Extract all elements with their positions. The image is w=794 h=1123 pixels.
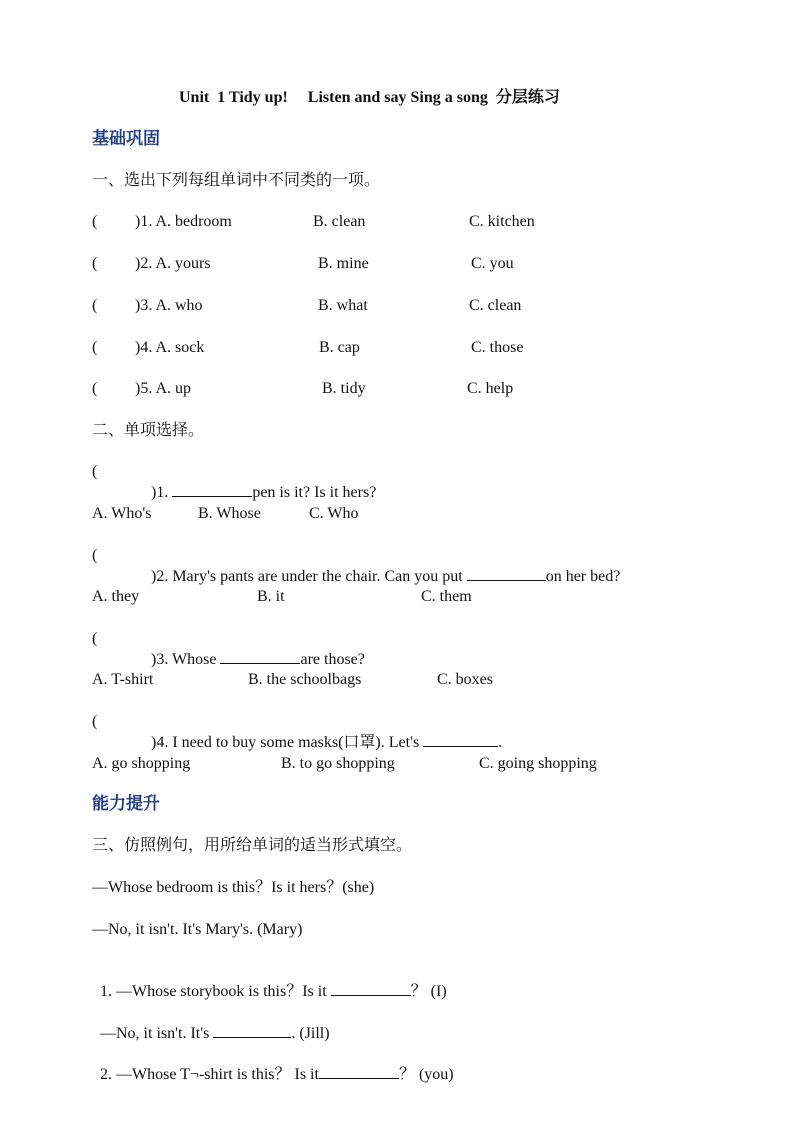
page-title: Unit 1 Tidy up! Listen and say Sing a song 分层练习 (179, 89, 560, 106)
option-c: C. kitchen (469, 213, 535, 230)
section-basic: 基础巩固 (92, 129, 160, 148)
answer-paren[interactable]: ( (92, 297, 98, 314)
part3-heading: 三、仿照例句，用所给单词的适当形式填空。 (92, 837, 413, 854)
option-c: C. help (467, 380, 514, 397)
option-b: B. to go shopping (281, 755, 395, 772)
option-c: C. clean (469, 297, 522, 314)
option-b: B. cap (319, 339, 360, 356)
section-advanced: 能力提升 (92, 794, 160, 813)
question-text-post: . (Jill) (291, 1025, 330, 1042)
option-a: )1. A. bedroom (135, 213, 232, 230)
answer-paren[interactable]: ( (92, 630, 98, 647)
option-c: C. those (471, 339, 524, 356)
part3-question-1 (92, 961, 447, 1002)
option-a: A. T-shirt (92, 671, 154, 688)
option-a: )2. A. yours (135, 255, 211, 272)
part3-question-2 (92, 1044, 454, 1085)
question-text-pre: )3. Whose (151, 651, 221, 668)
answer-paren[interactable]: ( (92, 255, 98, 272)
answer-paren[interactable]: ( (92, 713, 98, 730)
question-text-pre: 2. —Whose T¬-shirt is this？ Is it (100, 1066, 319, 1083)
option-a: A. Who's (92, 505, 152, 522)
answer-blank[interactable] (172, 482, 252, 497)
part2-heading: 二、单项选择。 (92, 422, 205, 439)
question-text-pre: 1. —Whose storybook is this？Is it (100, 983, 331, 1000)
question-text-post: on her bed? (545, 568, 621, 585)
option-a: )4. A. sock (135, 339, 205, 356)
part1-heading: 一、选出下列每组单词中不同类的一项。 (92, 172, 381, 189)
option-c: C. you (471, 255, 514, 272)
question-line (135, 546, 620, 607)
option-b: B. clean (313, 213, 366, 230)
answer-paren[interactable]: ( (92, 213, 98, 230)
option-b: B. it (257, 588, 285, 605)
answer-paren[interactable]: ( (92, 380, 98, 397)
answer-blank[interactable] (423, 732, 498, 747)
answer-blank[interactable] (331, 981, 411, 996)
option-b: B. what (318, 297, 368, 314)
answer-paren[interactable]: ( (92, 463, 98, 480)
option-a: A. go shopping (92, 755, 191, 772)
option-c: C. Who (309, 505, 359, 522)
option-c: C. them (421, 588, 472, 605)
option-a: )3. A. who (135, 297, 203, 314)
option-c: C. boxes (437, 671, 493, 688)
answer-blank[interactable] (213, 1023, 291, 1038)
question-text-post: are those? (300, 651, 365, 668)
option-c: C. going shopping (479, 755, 597, 772)
question-text-post: . (498, 734, 503, 751)
question-text-post: ？ (you) (398, 1066, 454, 1083)
example-line-1: —Whose bedroom is this？Is it hers？(she) (92, 879, 375, 896)
option-b: B. the schoolbags (248, 671, 362, 688)
option-b: B. Whose (198, 505, 261, 522)
question-text-post: pen is it? Is it hers? (252, 484, 377, 501)
answer-blank[interactable] (319, 1064, 399, 1079)
answer-blank[interactable] (220, 649, 300, 664)
question-text-pre: )1. (151, 484, 173, 501)
answer-blank[interactable] (467, 566, 546, 581)
example-line-2: —No, it isn't. It's Mary's. (Mary) (92, 921, 303, 938)
option-a: A. they (92, 588, 140, 605)
answer-paren[interactable]: ( (92, 547, 98, 564)
part3-question-1-reply (92, 1003, 330, 1044)
answer-paren[interactable]: ( (92, 339, 98, 356)
question-text-pre: —No, it isn't. It's (100, 1025, 214, 1042)
question-text-pre: )4. I need to buy some masks(口罩). Let's (151, 734, 424, 751)
option-b: B. tidy (322, 380, 366, 397)
question-text-pre: )2. Mary's pants are under the chair. Can you put (151, 568, 467, 585)
question-text-post: ？ (I) (410, 983, 447, 1000)
option-b: B. mine (318, 255, 369, 272)
option-a: )5. A. up (135, 380, 191, 397)
